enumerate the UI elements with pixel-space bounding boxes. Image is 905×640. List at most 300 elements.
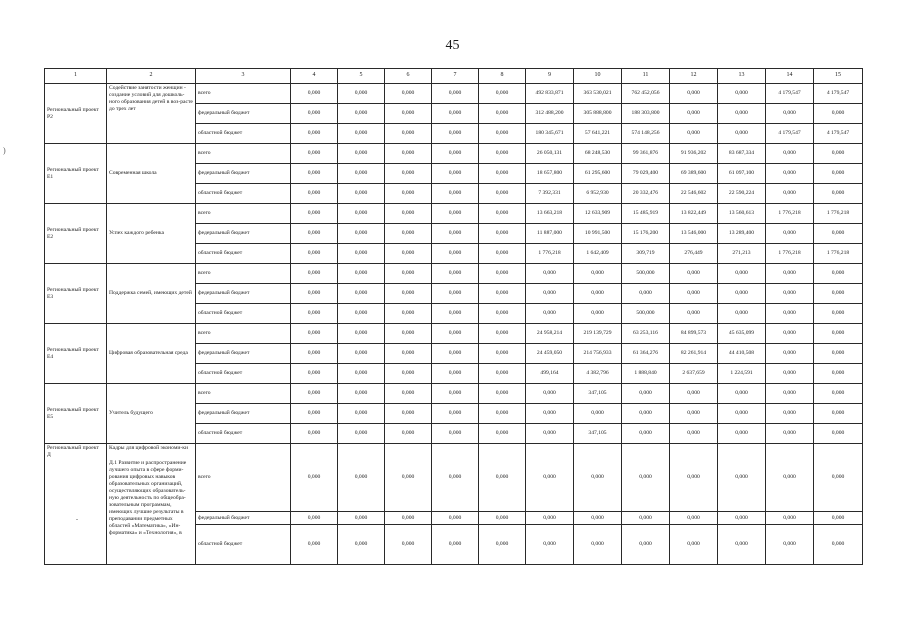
- amount-cell: 0,000: [291, 512, 338, 525]
- amount-cell: 0,000: [291, 284, 338, 304]
- amount-cell: 0,000: [385, 224, 432, 244]
- amount-cell: 0,000: [766, 364, 814, 384]
- amount-cell: 0,000: [291, 124, 338, 144]
- amount-cell: 0,000: [385, 84, 432, 104]
- amount-cell: 0,000: [622, 284, 670, 304]
- amount-cell: 0,000: [432, 104, 479, 124]
- amount-cell: 0,000: [291, 104, 338, 124]
- amount-cell: 15 485,919: [622, 204, 670, 224]
- amount-cell: 0,000: [432, 224, 479, 244]
- column-header: 13: [718, 69, 766, 84]
- funding-source-cell: всего: [196, 384, 291, 404]
- header-row: [45, 69, 863, 84]
- amount-cell: 0,000: [479, 184, 526, 204]
- amount-cell: 13 560,613: [718, 204, 766, 224]
- amount-cell: 0,000: [338, 104, 385, 124]
- amount-cell: 0,000: [385, 184, 432, 204]
- amount-cell: 24 459,050: [526, 344, 574, 364]
- amount-cell: 24 958,214: [526, 324, 574, 344]
- amount-cell: 0,000: [574, 304, 622, 324]
- amount-cell: 0,000: [479, 384, 526, 404]
- amount-cell: 0,000: [622, 444, 670, 512]
- amount-cell: 0,000: [385, 444, 432, 512]
- amount-cell: 0,000: [385, 104, 432, 124]
- amount-cell: 0,000: [670, 124, 718, 144]
- amount-cell: 0,000: [291, 444, 338, 512]
- amount-cell: 0,000: [385, 512, 432, 525]
- amount-cell: 1 776,218: [814, 244, 863, 264]
- amount-cell: 0,000: [622, 424, 670, 444]
- project-name-cell: Современная школа: [107, 144, 196, 204]
- amount-cell: 0,000: [432, 404, 479, 424]
- amount-cell: 11 887,000: [526, 224, 574, 244]
- column-header: 3: [196, 69, 291, 84]
- amount-cell: 1 776,218: [766, 244, 814, 264]
- amount-cell: 0,000: [574, 525, 622, 565]
- column-header: 2: [107, 69, 196, 84]
- amount-cell: 61 364,276: [622, 344, 670, 364]
- amount-cell: 0,000: [479, 224, 526, 244]
- amount-cell: 0,000: [432, 384, 479, 404]
- amount-cell: 0,000: [385, 284, 432, 304]
- amount-cell: 7 392,331: [526, 184, 574, 204]
- amount-cell: 0,000: [291, 204, 338, 224]
- amount-cell: 0,000: [432, 84, 479, 104]
- amount-cell: 1 888,840: [622, 364, 670, 384]
- amount-cell: 26 050,131: [526, 144, 574, 164]
- project-code-cell: Региональный проект Е3: [45, 264, 107, 324]
- column-header: 7: [432, 69, 479, 84]
- amount-cell: 276,449: [670, 244, 718, 264]
- amount-cell: 309,719: [622, 244, 670, 264]
- amount-cell: 0,000: [718, 104, 766, 124]
- amount-cell: 0,000: [338, 512, 385, 525]
- column-header: 1: [45, 69, 107, 84]
- amount-cell: 0,000: [622, 512, 670, 525]
- amount-cell: 0,000: [338, 144, 385, 164]
- amount-cell: 99 361,876: [622, 144, 670, 164]
- amount-cell: 0,000: [479, 84, 526, 104]
- project-name-cell: Учитель будущего: [107, 384, 196, 444]
- project-name-cell: [107, 444, 196, 565]
- amount-cell: 0,000: [718, 124, 766, 144]
- column-header: 11: [622, 69, 670, 84]
- funding-source-cell: федеральный бюджет: [196, 224, 291, 244]
- funding-source-cell: областной бюджет: [196, 124, 291, 144]
- table-row: [45, 144, 863, 164]
- amount-cell: 0,000: [526, 384, 574, 404]
- amount-cell: 0,000: [526, 512, 574, 525]
- margin-mark: ): [3, 146, 6, 155]
- amount-cell: 0,000: [670, 304, 718, 324]
- amount-cell: 0,000: [766, 284, 814, 304]
- project-name-cell: Успех каждого ребенка: [107, 204, 196, 264]
- project-code-cell: Региональный проект Е1: [45, 144, 107, 204]
- amount-cell: 0,000: [432, 244, 479, 264]
- amount-cell: 0,000: [718, 404, 766, 424]
- amount-cell: 0,000: [814, 364, 863, 384]
- amount-cell: 0,000: [291, 424, 338, 444]
- amount-cell: 574 148,256: [622, 124, 670, 144]
- amount-cell: 0,000: [479, 264, 526, 284]
- amount-cell: 0,000: [814, 525, 863, 565]
- amount-cell: 1 642,409: [574, 244, 622, 264]
- amount-cell: 0,000: [338, 124, 385, 144]
- funding-source-cell: всего: [196, 264, 291, 284]
- funding-source-cell: федеральный бюджет: [196, 512, 291, 525]
- amount-cell: 0,000: [670, 525, 718, 565]
- column-header: 10: [574, 69, 622, 84]
- funding-source-cell: всего: [196, 444, 291, 512]
- funding-source-cell: областной бюджет: [196, 525, 291, 565]
- amount-cell: 0,000: [814, 144, 863, 164]
- amount-cell: 180 345,671: [526, 124, 574, 144]
- amount-cell: 0,000: [338, 424, 385, 444]
- amount-cell: 492 833,871: [526, 84, 574, 104]
- amount-cell: 82 261,914: [670, 344, 718, 364]
- amount-cell: 0,000: [338, 364, 385, 384]
- funding-source-cell: федеральный бюджет: [196, 104, 291, 124]
- amount-cell: 0,000: [291, 164, 338, 184]
- amount-cell: 0,000: [432, 164, 479, 184]
- amount-cell: 0,000: [670, 384, 718, 404]
- amount-cell: 0,000: [479, 324, 526, 344]
- funding-source-cell: всего: [196, 324, 291, 344]
- project-name-cell: Содействие занятости женщин - создание условий для дошколь-ного образования детей в воз-расте до трех лет: [107, 84, 196, 144]
- amount-cell: 0,000: [526, 424, 574, 444]
- amount-cell: 0,000: [526, 264, 574, 284]
- amount-cell: 0,000: [432, 324, 479, 344]
- amount-cell: 0,000: [385, 364, 432, 384]
- amount-cell: 0,000: [670, 264, 718, 284]
- amount-cell: 0,000: [574, 284, 622, 304]
- amount-cell: 0,000: [526, 525, 574, 565]
- amount-cell: 0,000: [479, 525, 526, 565]
- amount-cell: 0,000: [338, 284, 385, 304]
- amount-cell: 0,000: [479, 304, 526, 324]
- project-name-cell: Поддержка семей, имеющих детей: [107, 264, 196, 324]
- amount-cell: 20 332,476: [622, 184, 670, 204]
- amount-cell: 0,000: [814, 424, 863, 444]
- amount-cell: 4 179,547: [766, 124, 814, 144]
- amount-cell: 1 776,218: [814, 204, 863, 224]
- amount-cell: 13 289,400: [718, 224, 766, 244]
- amount-cell: 363 530,021: [574, 84, 622, 104]
- amount-cell: 13 546,000: [670, 224, 718, 244]
- funding-source-cell: областной бюджет: [196, 304, 291, 324]
- amount-cell: 0,000: [766, 444, 814, 512]
- amount-cell: 0,000: [385, 404, 432, 424]
- column-header: 8: [479, 69, 526, 84]
- amount-cell: 0,000: [291, 184, 338, 204]
- funding-source-cell: областной бюджет: [196, 244, 291, 264]
- amount-cell: 0,000: [814, 184, 863, 204]
- column-header: 12: [670, 69, 718, 84]
- funding-source-cell: областной бюджет: [196, 424, 291, 444]
- amount-cell: 0,000: [432, 344, 479, 364]
- amount-cell: 0,000: [432, 512, 479, 525]
- amount-cell: 0,000: [291, 304, 338, 324]
- amount-cell: 0,000: [670, 424, 718, 444]
- project-code-cell: Региональный проект Р2: [45, 84, 107, 144]
- amount-cell: 0,000: [385, 344, 432, 364]
- amount-cell: 0,000: [338, 84, 385, 104]
- amount-cell: 0,000: [291, 404, 338, 424]
- column-header: 6: [385, 69, 432, 84]
- amount-cell: 0,000: [526, 404, 574, 424]
- funding-source-cell: федеральный бюджет: [196, 284, 291, 304]
- table-row: [45, 264, 863, 284]
- amount-cell: 0,000: [479, 344, 526, 364]
- amount-cell: 0,000: [479, 124, 526, 144]
- amount-cell: 0,000: [814, 104, 863, 124]
- amount-cell: 214 756,933: [574, 344, 622, 364]
- amount-cell: 0,000: [766, 164, 814, 184]
- amount-cell: 0,000: [718, 525, 766, 565]
- amount-cell: 0,000: [432, 424, 479, 444]
- amount-cell: 500,000: [622, 264, 670, 284]
- amount-cell: 0,000: [718, 84, 766, 104]
- amount-cell: 0,000: [766, 224, 814, 244]
- amount-cell: 18 657,800: [526, 164, 574, 184]
- amount-cell: 0,000: [574, 512, 622, 525]
- amount-cell: 0,000: [479, 244, 526, 264]
- amount-cell: 0,000: [479, 104, 526, 124]
- amount-cell: 0,000: [814, 444, 863, 512]
- table-row: [45, 324, 863, 344]
- amount-cell: 0,000: [622, 404, 670, 424]
- amount-cell: 0,000: [385, 525, 432, 565]
- amount-cell: 0,000: [670, 84, 718, 104]
- amount-cell: 0,000: [479, 444, 526, 512]
- amount-cell: 0,000: [670, 512, 718, 525]
- amount-cell: 0,000: [291, 244, 338, 264]
- amount-cell: 0,000: [622, 384, 670, 404]
- amount-cell: 0,000: [479, 284, 526, 304]
- amount-cell: 0,000: [291, 224, 338, 244]
- amount-cell: 0,000: [766, 525, 814, 565]
- table-row: [45, 84, 863, 104]
- funding-source-cell: федеральный бюджет: [196, 404, 291, 424]
- amount-cell: 347,105: [574, 424, 622, 444]
- amount-cell: 0,000: [766, 264, 814, 284]
- amount-cell: 0,000: [338, 164, 385, 184]
- amount-cell: 61 295,600: [574, 164, 622, 184]
- amount-cell: 0,000: [385, 324, 432, 344]
- amount-cell: 219 139,729: [574, 324, 622, 344]
- amount-cell: 0,000: [291, 144, 338, 164]
- amount-cell: 0,000: [291, 525, 338, 565]
- funding-source-cell: всего: [196, 144, 291, 164]
- amount-cell: 0,000: [479, 512, 526, 525]
- amount-cell: 0,000: [814, 384, 863, 404]
- amount-cell: 57 641,221: [574, 124, 622, 144]
- table-row: [45, 444, 863, 512]
- funding-source-cell: федеральный бюджет: [196, 344, 291, 364]
- funding-source-cell: всего: [196, 204, 291, 224]
- amount-cell: 10 991,500: [574, 224, 622, 244]
- amount-cell: 0,000: [338, 244, 385, 264]
- funding-source-cell: федеральный бюджет: [196, 164, 291, 184]
- funding-source-cell: всего: [196, 84, 291, 104]
- amount-cell: 15 176,200: [622, 224, 670, 244]
- amount-cell: 0,000: [814, 224, 863, 244]
- amount-cell: 0,000: [432, 124, 479, 144]
- project-name-cell: Цифровая образовательная среда: [107, 324, 196, 384]
- amount-cell: 13 822,449: [670, 204, 718, 224]
- amount-cell: 0,000: [574, 404, 622, 424]
- amount-cell: 22 546,602: [670, 184, 718, 204]
- amount-cell: 0,000: [432, 304, 479, 324]
- amount-cell: 0,000: [291, 324, 338, 344]
- amount-cell: 0,000: [814, 284, 863, 304]
- amount-cell: 0,000: [526, 444, 574, 512]
- amount-cell: 0,000: [814, 324, 863, 344]
- column-header: 14: [766, 69, 814, 84]
- amount-cell: 83 687,334: [718, 144, 766, 164]
- amount-cell: 0,000: [814, 304, 863, 324]
- project-code-cell: Региональный проект Д: [45, 444, 107, 565]
- amount-cell: 63 253,116: [622, 324, 670, 344]
- amount-cell: 0,000: [385, 424, 432, 444]
- amount-cell: 1 776,218: [766, 204, 814, 224]
- amount-cell: 0,000: [574, 264, 622, 284]
- amount-cell: 0,000: [432, 284, 479, 304]
- amount-cell: 0,000: [338, 324, 385, 344]
- amount-cell: 0,000: [479, 144, 526, 164]
- amount-cell: 0,000: [291, 364, 338, 384]
- amount-cell: 0,000: [622, 525, 670, 565]
- amount-cell: 0,000: [766, 512, 814, 525]
- amount-cell: 0,000: [338, 404, 385, 424]
- amount-cell: 0,000: [432, 364, 479, 384]
- amount-cell: 0,000: [338, 204, 385, 224]
- amount-cell: 4 382,796: [574, 364, 622, 384]
- amount-cell: 79 029,400: [622, 164, 670, 184]
- amount-cell: 271,213: [718, 244, 766, 264]
- table-row: [45, 384, 863, 404]
- project-name-title: Кадры для цифровой экономи-ки: [109, 445, 188, 451]
- amount-cell: 0,000: [291, 264, 338, 284]
- amount-cell: 13 663,218: [526, 204, 574, 224]
- amount-cell: 0,000: [385, 304, 432, 324]
- amount-cell: 0,000: [432, 184, 479, 204]
- amount-cell: 0,000: [526, 284, 574, 304]
- amount-cell: 84 899,573: [670, 324, 718, 344]
- amount-cell: 0,000: [718, 512, 766, 525]
- amount-cell: 0,000: [766, 404, 814, 424]
- budget-table: [44, 68, 863, 565]
- project-code-cell: Региональный проект Е4: [45, 324, 107, 384]
- amount-cell: 762 452,056: [622, 84, 670, 104]
- amount-cell: 0,000: [479, 164, 526, 184]
- amount-cell: 44 410,508: [718, 344, 766, 364]
- amount-cell: 0,000: [574, 444, 622, 512]
- amount-cell: 0,000: [814, 344, 863, 364]
- amount-cell: 0,000: [432, 525, 479, 565]
- amount-cell: 4 179,547: [766, 84, 814, 104]
- amount-cell: 0,000: [670, 404, 718, 424]
- amount-cell: 0,000: [814, 164, 863, 184]
- amount-cell: 499,164: [526, 364, 574, 384]
- column-header: 4: [291, 69, 338, 84]
- table-row: [45, 204, 863, 224]
- amount-cell: 0,000: [385, 244, 432, 264]
- amount-cell: 0,000: [385, 144, 432, 164]
- column-header: 5: [338, 69, 385, 84]
- amount-cell: 0,000: [385, 124, 432, 144]
- amount-cell: 0,000: [291, 344, 338, 364]
- amount-cell: 0,000: [718, 284, 766, 304]
- amount-cell: 0,000: [718, 444, 766, 512]
- amount-cell: 91 936,202: [670, 144, 718, 164]
- amount-cell: 0,000: [385, 264, 432, 284]
- amount-cell: 0,000: [432, 264, 479, 284]
- amount-cell: 2 637,659: [670, 364, 718, 384]
- amount-cell: 45 635,099: [718, 324, 766, 344]
- amount-cell: 0,000: [385, 384, 432, 404]
- amount-cell: 0,000: [670, 444, 718, 512]
- amount-cell: 61 097,100: [718, 164, 766, 184]
- amount-cell: 0,000: [338, 384, 385, 404]
- amount-cell: 347,105: [574, 384, 622, 404]
- amount-cell: 0,000: [718, 264, 766, 284]
- amount-cell: 0,000: [432, 204, 479, 224]
- stray-mark: -: [76, 517, 78, 523]
- amount-cell: 0,000: [766, 384, 814, 404]
- amount-cell: 4 179,547: [814, 124, 863, 144]
- amount-cell: 312 488,200: [526, 104, 574, 124]
- amount-cell: 0,000: [291, 84, 338, 104]
- amount-cell: 0,000: [670, 104, 718, 124]
- amount-cell: 305 888,800: [574, 104, 622, 124]
- amount-cell: 0,000: [338, 264, 385, 284]
- amount-cell: 0,000: [814, 512, 863, 525]
- amount-cell: 4 179,547: [814, 84, 863, 104]
- amount-cell: 69 389,600: [670, 164, 718, 184]
- amount-cell: 0,000: [338, 525, 385, 565]
- amount-cell: 12 633,909: [574, 204, 622, 224]
- amount-cell: 0,000: [766, 324, 814, 344]
- column-header: 15: [814, 69, 863, 84]
- amount-cell: 0,000: [385, 164, 432, 184]
- amount-cell: 188 303,800: [622, 104, 670, 124]
- amount-cell: 0,000: [766, 104, 814, 124]
- funding-source-cell: областной бюджет: [196, 184, 291, 204]
- amount-cell: 0,000: [432, 444, 479, 512]
- amount-cell: 0,000: [291, 384, 338, 404]
- amount-cell: 500,000: [622, 304, 670, 324]
- amount-cell: 1 224,591: [718, 364, 766, 384]
- amount-cell: 0,000: [766, 184, 814, 204]
- amount-cell: 0,000: [718, 384, 766, 404]
- amount-cell: 0,000: [479, 364, 526, 384]
- amount-cell: 22 590,224: [718, 184, 766, 204]
- project-subitem-text: Д.1 Развитие и распространение лучшего опыта в сфере форми-рования цифровых навыков образовательных организаций, осуществляющих образователь-ную деятельность по общеобра-зовательным программам, имеющих лучшие результаты в преподавании предметных областей «Математика», «Ин-форматика» и «Технология», в: [109, 459, 187, 536]
- amount-cell: 0,000: [479, 204, 526, 224]
- amount-cell: 0,000: [338, 304, 385, 324]
- amount-cell: 0,000: [338, 344, 385, 364]
- amount-cell: 0,000: [766, 304, 814, 324]
- amount-cell: 0,000: [385, 204, 432, 224]
- amount-cell: 0,000: [670, 284, 718, 304]
- project-code-cell: Региональный проект Е2: [45, 204, 107, 264]
- column-header: 9: [526, 69, 574, 84]
- funding-source-cell: областной бюджет: [196, 364, 291, 384]
- page-number: 45: [445, 38, 460, 53]
- amount-cell: 0,000: [338, 444, 385, 512]
- amount-cell: 0,000: [479, 404, 526, 424]
